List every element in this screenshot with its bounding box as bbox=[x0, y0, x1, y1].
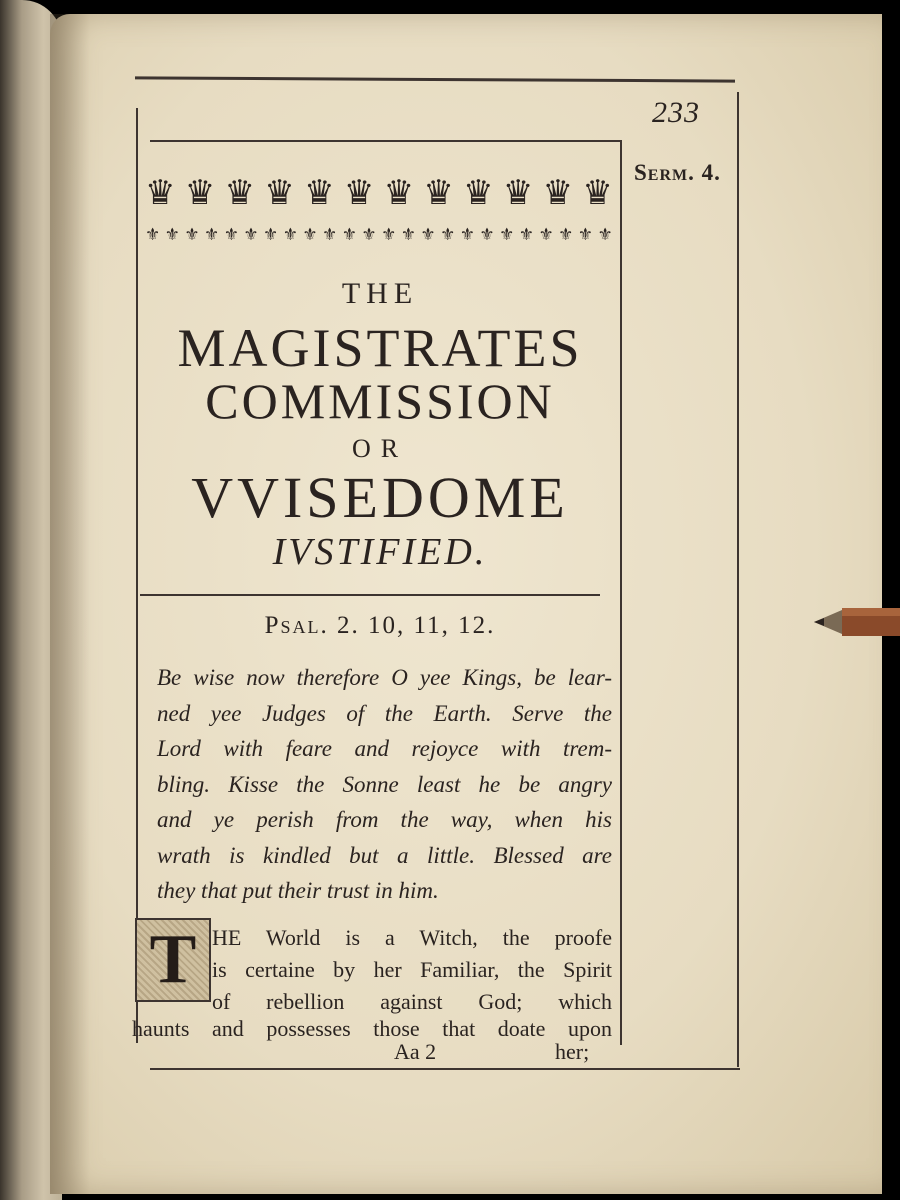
signature-mark: Aa 2 bbox=[394, 1039, 437, 1064]
fleur-de-lis-icon: ⚜ bbox=[459, 225, 475, 244]
body-line: is certaine by her Familiar, the Spirit bbox=[212, 957, 612, 982]
fleur-de-lis-icon: ⚜ bbox=[479, 225, 495, 244]
fleur-de-lis-icon: ⚜ bbox=[400, 225, 416, 244]
page-number: 233 bbox=[652, 96, 700, 129]
fleur-de-lis-icon: ⚜ bbox=[282, 225, 298, 244]
fleur-de-lis-icon: ⚜ bbox=[341, 225, 357, 244]
fleur-de-lis-icon: ⚜ bbox=[558, 225, 574, 244]
fleur-de-lis-icon: ⚜ bbox=[538, 225, 554, 244]
top-inner-rule bbox=[150, 140, 620, 142]
fleur-de-lis-icon: ⚜ bbox=[184, 225, 200, 244]
body-line: HE World is a Witch, the proofe bbox=[212, 925, 612, 950]
title-separator-rule bbox=[140, 594, 600, 596]
title-line-justified: IVSTIFIED. bbox=[272, 531, 488, 573]
crown-icon: ♛ bbox=[542, 175, 574, 212]
crown-icon: ♛ bbox=[502, 175, 534, 212]
fleur-de-lis-icon: ⚜ bbox=[302, 225, 318, 244]
body-line: of rebellion against God; which bbox=[212, 989, 612, 1014]
fleur-de-lis-icon: ⚜ bbox=[223, 225, 239, 244]
crown-icon: ♛ bbox=[304, 175, 335, 212]
crown-icon: ♛ bbox=[343, 175, 375, 212]
fleur-de-lis-icon: ⚜ bbox=[381, 225, 397, 244]
fleur-de-lis-icon: ⚜ bbox=[440, 225, 456, 244]
fleur-de-lis-icon: ⚜ bbox=[204, 225, 220, 244]
crown-icon: ♛ bbox=[145, 175, 176, 212]
verse-line: Be wise now therefore O yee Kings, be lear- bbox=[157, 665, 612, 690]
verse-line: ned yee Judges of the Earth. Serve the bbox=[157, 700, 612, 726]
pencil-icon bbox=[812, 598, 900, 644]
fleur-de-lis-icon: ⚜ bbox=[597, 225, 613, 244]
fleur-de-lis-icon: ⚜ bbox=[243, 225, 259, 244]
verse-line: they that put their trust in him. bbox=[157, 878, 439, 903]
crown-icon: ♛ bbox=[423, 175, 454, 212]
fleur-de-lis-icon: ⚜ bbox=[361, 225, 377, 244]
crown-row bbox=[145, 172, 613, 216]
fleur-de-lis-row bbox=[145, 224, 613, 246]
sermon-body bbox=[212, 922, 612, 1018]
fleur-de-lis-icon: ⚜ bbox=[263, 225, 279, 244]
fleur-de-lis-icon: ⚜ bbox=[518, 225, 535, 244]
sermon-label: Serm. 4. bbox=[634, 160, 721, 185]
title-line-commission: COMMISSION bbox=[205, 373, 555, 429]
outer-right-rule bbox=[737, 92, 739, 1067]
scripture-verse bbox=[157, 660, 612, 909]
fleur-de-lis-icon: ⚜ bbox=[164, 225, 180, 244]
left-frame-rule bbox=[136, 108, 138, 1043]
fleur-de-lis-icon: ⚜ bbox=[420, 225, 436, 244]
title-line-or: OR bbox=[351, 434, 409, 463]
verse-line: wrath is kindled but a little. Blessed are bbox=[157, 842, 612, 868]
headpiece-ornament bbox=[145, 172, 613, 256]
crown-icon: ♛ bbox=[582, 175, 613, 212]
catchword: her; bbox=[555, 1039, 590, 1064]
crown-icon: ♛ bbox=[264, 175, 295, 212]
body-line: haunts and possesses those that doate upon bbox=[132, 1016, 612, 1041]
crown-icon: ♛ bbox=[184, 175, 216, 212]
verse-line: bling. Kisse the Sonne least he be angry bbox=[157, 771, 612, 797]
verse-line: Lord with feare and rejoyce with trem- bbox=[157, 736, 612, 761]
crown-icon: ♛ bbox=[383, 175, 415, 212]
fleur-de-lis-icon: ⚜ bbox=[322, 225, 338, 244]
title-line-the: THE bbox=[341, 277, 419, 310]
crown-icon: ♛ bbox=[463, 175, 494, 212]
fleur-de-lis-icon: ⚜ bbox=[577, 225, 594, 244]
fleur-de-lis-icon: ⚜ bbox=[145, 225, 161, 244]
title-line-magistrates: MAGISTRATES bbox=[177, 318, 583, 378]
title-line-wisedome: VVISEDOME bbox=[191, 465, 569, 530]
bottom-rule bbox=[150, 1068, 740, 1070]
scripture-reference: Psal. 2. 10, 11, 12. bbox=[264, 612, 496, 639]
inner-right-rule bbox=[620, 140, 622, 1045]
fleur-de-lis-icon: ⚜ bbox=[499, 225, 515, 244]
crown-icon: ♛ bbox=[224, 175, 256, 212]
drop-cap-initial: T bbox=[135, 918, 211, 1002]
verse-line: and ye perish from the way, when his bbox=[157, 807, 612, 832]
